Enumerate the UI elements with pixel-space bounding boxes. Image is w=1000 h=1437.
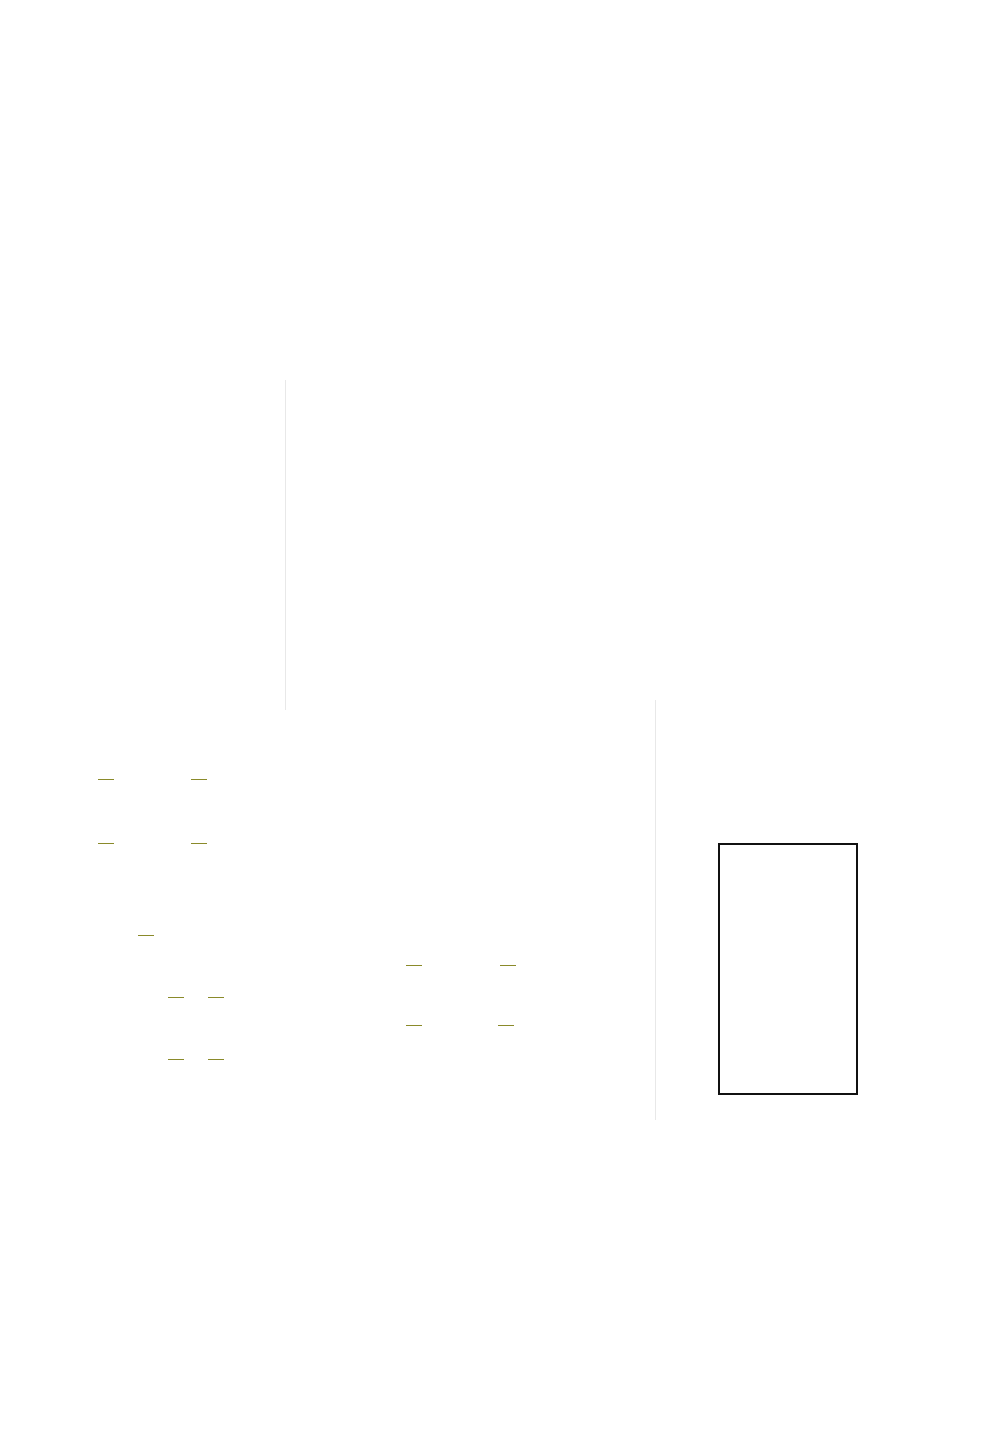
watermark-line — [285, 380, 286, 710]
fraction — [191, 842, 207, 845]
fraction — [500, 964, 516, 967]
watermark-line — [655, 700, 656, 1120]
fraction — [406, 1024, 422, 1027]
fraction — [138, 934, 154, 937]
fraction — [208, 1058, 224, 1061]
fraction-grid — [718, 843, 858, 1095]
fraction — [208, 996, 224, 999]
fraction — [406, 964, 422, 967]
fraction — [98, 842, 114, 845]
fraction — [168, 996, 184, 999]
fraction — [191, 778, 207, 781]
fraction — [498, 1024, 514, 1027]
fraction — [168, 1058, 184, 1061]
fraction — [98, 778, 114, 781]
